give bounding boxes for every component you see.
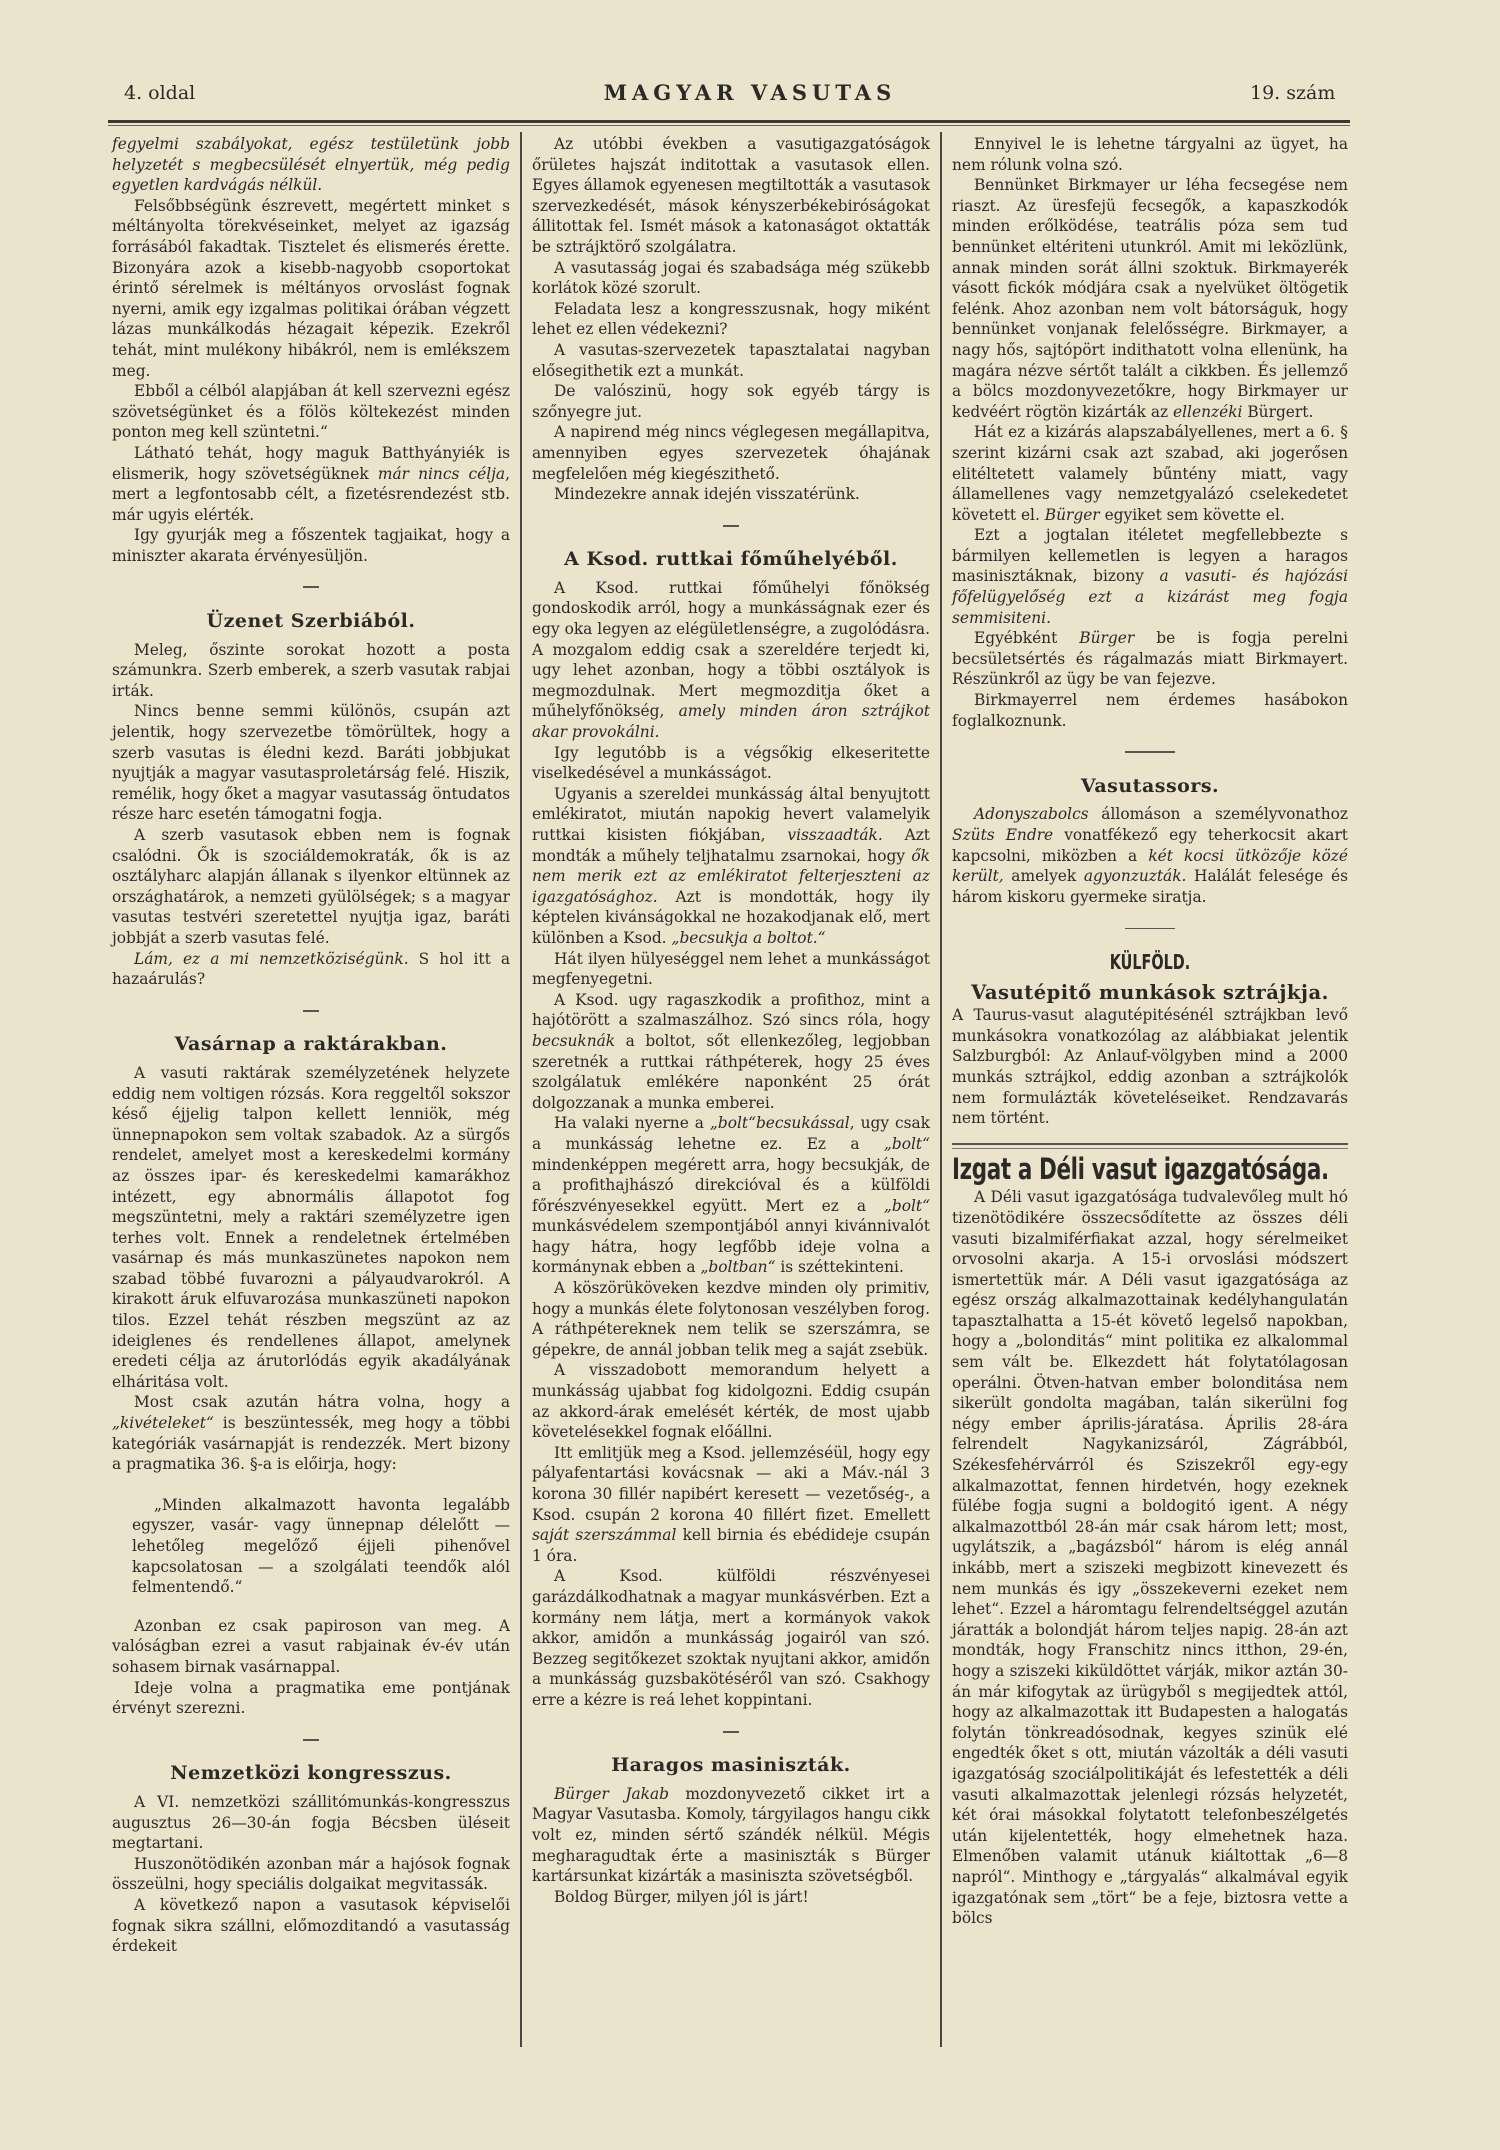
separator-dash [723,525,739,527]
article-paragraph [952,1187,1348,1928]
italic-text: Bürger [1079,629,1135,648]
text-run: Ennyivel le is lehetne tárgyalni az ügyet, ha nem rólunk volna szó. [952,135,1348,174]
text-run: Huszonötödikén azonban már a hajósok fognak összeülni, hogy speciális dolgaikat megvitassák. [112,1854,510,1894]
text-run: A szerb vasutasok ebben nem is fognak csalódni. Ők is szociáldemokraták, ők is az osztályharc alapján állanak s ilyenkor eltünnek az országhatárok, a nemzeti gyülölségek; s a magyar vasutas testvéri szeretettel nyujtja igaz, baráti jobbját a szerb vasutas felé. [112,826,510,947]
article-heading: Vasutépitő munkások sztrájkja. [971,980,1329,1004]
text-run: Bürgert. [1242,402,1314,421]
separator-dash [303,1010,319,1012]
section-separator [112,1729,510,1750]
section-separator [532,1721,930,1742]
section-separator [532,515,930,536]
article-paragraph [112,1895,510,1957]
italic-text: két kocsi ütközője közé került, [952,846,1348,886]
separator-dash [303,586,319,588]
text-run: Nincs benne semmi különös, csupán azt jelentik, hogy szervezetbe tömörültek, hogy a szerb vasutas is éledni kezd. Baráti jobbjukat nyujtják a magyar vasutasproletárság felé. Hiszik, remélik, hogy őket a magyar vasutasság öntudatos része harc esetén támogatni fogja. [112,702,510,824]
column-middle [532,134,930,1907]
article-heading: Vasárnap a raktárakban. [174,1033,448,1056]
text-run: A Déli vasut igazgatósága tudvalevőleg mult hó tizenötödikére összecsődítette az összes déli vasuti bizalmiférfiakat azzal, hogy sérelmeiket orvosolni akarja. A 15-i orvoslási módszert ismertettük már. A Déli vasut igazgatósága az egész ország alkalmazottainak kedélyhangulatán tapasztalhatta a 15-ét követő legelső napokban, hogy a „bolonditás“ mint politika ez alkalommal sem vált be. Elkezdett hát folytatólagosan operálni. Ötven-hatvan ember bolonditása nem sikerült gondolta magában, talán sikerülni fog négy ember április-járatása. Április 28-ára felrendelt Nagykanizsáról, Zágrábból, Székesfehérvárról és Sziszekről egy-egy alkalmazottat, fennen hirdetvén, hogy ezeknek fülébe fogja sugni a boldogitó igent. A négy alkalmazottból 28-án már csak három lett; most, ugylátszik, a „bagázsból“ három is elég annál inkább, mert a sziszeki megbizott kinevezett és nem munkás és igy „összekeverni ezeket nem lehet“. Ezzel a háromtagu felrendeltséggel azután járatták a bolondját három teljes napig. 28-án azt mondták, hogy Franschitz nincs itthon, 29-én, hogy a sziszeki kiküldöttet várják, mikor aztán 30-án már kifogytak az ürügyből s megijedtek attól, hogy az alkalmazottak itt Budapesten a halogatás folytán tönkreadósodnak, kegyes szinük elé engedték őket s ott, miután vázolták a déli vasuti igazgatóság szociálpolitikáját és lefestették a déli vasuti alkalmazottak jelenlegi rózsás helyzetét, két órai másokkal folytatott telefonbeszélgetés után kijelentették, hogy elmehetnek haza. Elmenőben valamit utánuk kiáltottak „6—8 napról“. Minthogy e „tárgyalás“ alkalmával egyik igazgatónak sem „tört“ be a feje, biztosra vette a bölcs [952,1188,1348,1928]
italic-text: „bolt“becsukással [709,1114,850,1133]
article-heading: Vasutassors. [1080,774,1220,797]
column-divider [520,132,522,2047]
text-run: Meleg, őszinte sorokat hozott a posta számunkra. Szerb emberek, a szerb vasutak rabjai irták. [112,640,510,700]
section-separator [952,741,1348,762]
text-run: A Ksod. ugy ragaszkodik a profithoz, mint a hajótörött a szalmaszálhoz. Szó sincs róla, hogy [532,990,930,1030]
text-run: Boldog Bürger, milyen jól is járt! [554,1887,809,1906]
text-run: amelyek [1003,867,1084,886]
article-paragraph [952,175,1348,422]
text-run: Egyébként [974,629,1080,648]
italic-text: Adonyszabolcs [974,805,1089,824]
text-run: be is fogja perelni becsületsértés és rágalmazás miatt Birkmayert. Részünkről az ügy be van fejezve. [952,629,1348,689]
italic-text: „boltban“ [700,1258,776,1277]
italic-text: saját szerszámmal [532,1526,677,1545]
text-run: Azt is mondották, hogy ily képtelen kivánságokkal ne hozakodjanak elő, mert különben a Ksod. [532,887,930,947]
text-run: , mert a legfontosabb célt, a fizetésrendezést stb. már ugyis elérték. [112,464,510,524]
article-paragraph [532,990,930,1114]
text-run: munkásvédelem szempontjából annyi kivánnivalót hagy hátra, hogy legfőbb ideje volna a kormánynak ebben a [532,1217,930,1277]
article-paragraph [532,1887,930,1908]
section-separator [112,576,510,597]
text-run: A Taurus-vasut alagutépitésénél sztrájkban levő munkásokra vonatkozólag az alábbiakat jelentik Salzburgból: Az Anlauf-völgyben mind a 2000 munkás sztrájkol, eddig azonban a sztrájkolók nem formulázták követeléseiket. Rendzavarás nem történt. [952,1006,1348,1128]
article-paragraph [532,340,930,381]
text-run: S hol itt a hazaárulás? [112,949,510,989]
article-heading: Üzenet Szerbiából. [206,610,416,633]
text-run: Az utóbbi években a vasutigazgatóságok őrületes hajszát inditottak a vasutasok ellen. Egyes államok egyenesen megtiltották a vasutasok szervezkedését, mások kényszerbékebiróságokat állitottak fel. Ismét mások a katonaságot oktatták be sztrájktörő szolgálatra. [532,135,930,256]
article-paragraph [952,1005,1348,1129]
masthead-title: MAGYAR VASUTAS [603,80,897,105]
article-paragraph [112,134,510,196]
article-paragraph [112,1392,510,1474]
text-run: Igy legutóbb is a végsőkig elkeseritette viselkedésével a munkásságot. [532,743,930,783]
text-run: Hát ez a kizárás alapszabályellenes, mert a 6. § szerint kizárni csak azt szabad, aki jogerősen elitéltetett valamely bűntény miatt, vagy államellenes vagy nemzetgyalázó cselekedetet követett el. [952,423,1348,524]
article-paragraph [532,578,930,743]
article-paragraph [532,743,930,784]
text-run: A visszadobott memorandum helyett a munkásság ujabbat fog kidolgozni. Eddig csupán az akkord-árak emelését kérték, de most ujabb követelésekkel fognak előállni. [532,1361,930,1442]
italic-text: Bürger [1044,505,1100,524]
text-run: Halálát felesége és három kiskoru gyermeke siratja. [952,867,1349,906]
text-run: Látható tehát, hogy maguk Batthyányiék is elismerik, hogy szövetségüknek [112,443,510,483]
italic-text: „becsukja a boltot.“ [671,928,826,947]
text-run: Igy gyurják meg a főszentek tagjaikat, hogy a miniszter akarata érvényesüljön. [112,526,510,565]
text-run: a boltot, sőt ellenkezőleg, legjobban szeretnék a ruttkai ráthpéterek, hogy 25 éves szolgálatuk emlékére naponként 25 órát dolgozzanak a munka emberei. [532,1031,930,1112]
text-run: A köszörüköveken kezdve minden oly primitiv, hogy a munkás élete folytonosan veszélyben forog. A ráthpétereknek nem telik se szerszámra, se gépekre, de annál jobban telik meg a saját zsebük. [532,1279,930,1359]
article-paragraph [532,299,930,340]
text-run: A vasuti raktárak személyzetének helyzete eddig nem voltigen rózsás. Kora reggeltől sokszor késő éjjelig talpon kellett lenniök, még ünnepnapokon sem voltak szabadok. Az a sürgős rendelet, amelyet most a kereskedelmi kormány az összes ipar- és kereskedelmi kamarákhoz intézett, egy abnormális állapotot fog megszüntetni, mely a raktári személyzetre igen terhes volt. Ennek a rendeletnek értelmében vasárnap és más munkaszünetes napokon nem szabad többé fuvarozni a pályaudvarokról. A kirakott áruk elfuvarozása munkaszüneti napokon tilos. Ezzel tehát részben megszünt az az ideiglenes és rendellenes állapot, amelynek eredeti célja az árutorlódás egyik akadályának elháritása volt. [112,1063,510,1391]
italic-text: amely minden áron sztrájkot akar provokálni. [532,702,930,742]
separator-dash [723,1731,739,1733]
article-paragraph [112,949,510,990]
text-run: Most csak azután hátra volna, hogy a [134,1393,510,1412]
separator-dash [303,1739,319,1741]
text-run: kell birnia és ebédideje csupán 1 óra. [532,1526,930,1565]
italic-text: visszaadták. [787,826,883,844]
section-separator [112,1000,510,1021]
quote-text [132,1495,510,1598]
text-run: Ezt a jogtalan itéletet megfellebbezte s bármilyen kellemetlen is legyen a haragos masinisztáknak, bizony [952,526,1348,586]
text-run: Itt emlitjük meg a Ksod. jellemzéséül, hogy egy pályafentartási kovácsnak — aki a Máv.-nál 3 korona 30 fillér napibért keresett — vezetőség-, a Ksod. csupán 2 korona 40 fillért fizet. Emellett [532,1443,930,1524]
article-paragraph [532,1278,930,1360]
text-run: A vasutasság jogai és szabadsága még szükebb korlátok közé szorult. [532,258,930,298]
italic-text: ők nem merik ezt az emlékiratot felterjeszteni az igazgatósághoz. [532,846,930,906]
text-run: A Ksod. külföldi részvényesei garázdálkodhatnak a magyar munkásvérben. Ezt a kormány nem látja, mert a kormányok vakok akkor, amidőn a munkásság jogairól van szó. Bezzeg segitőkezet szoktak nyujtani akkor, amidőn a munkásság guzsbakötéséről van szó. Csakhogy erre a kézre is reá lehet koppintani. [532,1567,930,1709]
italic-text: „bolt“ [883,1134,930,1153]
article-paragraph [532,949,930,990]
text-run: Ebből a célból alapjában át kell szervezni egész szövetségünket és a fölös költekezést minden ponton meg kell szüntetni.“ [112,382,510,442]
separator-dash [1125,928,1175,930]
article-paragraph [112,640,510,702]
issue-number: 19. szám [1250,82,1336,104]
text-run: A következő napon a vasutasok képviselői fognak sikra szállni, előmozditandó a vasutasság érdekeit [112,1895,510,1956]
text-run: Ha valaki nyerne a [554,1114,710,1133]
italic-text: már nincs célja [377,464,506,483]
text-run: Feladata lesz a kongresszusnak, hogy miként lehet ez ellen védekezni? [532,299,930,339]
article-heading: Izgat a Déli vasut igazgatósága. [952,1151,1329,1186]
article-paragraph [532,784,930,949]
text-run: vonatfékező egy teherkocsit akart kapcsolni, miközben a [952,826,1348,865]
italic-text: „bolt“ [883,1196,930,1215]
article-paragraph [532,1360,930,1442]
text-run: mindenképpen megérett arra, hogy becsukják, de a profithajhászó direkcióval és a külföldi főrészvényesekkel együtt. Mert ez a [532,1155,930,1215]
article-heading: KÜLFÖLD. [1109,949,1191,974]
double-rule [952,1143,1348,1149]
text-run: „Minden alkalmazott havonta legalább egyszer, vasár- vagy ünnepnap délelőtt — lehetőleg megelőző éjjeli pihenővel kapcsolatosan — a szolgálati teendők alól felmentendő.“ [132,1495,510,1597]
text-run: A VI. nemzetközi szállitómunkás-kongresszus augusztus 26—30-án fogja Bécsben üléseit megtartani. [112,1792,510,1853]
text-run: Ideje volna a pragmatika eme pontjának érvényt szerezni. [112,1678,510,1718]
text-run: Mindezekre annak idején visszatérünk. [554,485,860,504]
article-paragraph [952,422,1348,525]
article-paragraph [532,1784,930,1887]
text-run: A napirend még nincs véglegesen megállapitva, amennyiben egyes szervezetek óhajának megfelelően még kiegészithető. [532,423,930,483]
text-run: Felsőbbségünk észrevett, megértett minket s méltányolta törekvéseinket, melyet az igazság forrásából fakadtak. Tisztelet és elismerés érette. Bizonyára azok a kisebb-nagyobb csoportokat érintő sérelmek is méltányos orvoslást fognak nyerni, amik egy izgalmas politikai órában végzett lázas munkálkodás hézagait képezik. Ezekről tehát, mint mulékony hibákról, nem is emlékszem meg. [112,196,510,380]
article-paragraph [112,1792,510,1854]
article-paragraph [532,1566,930,1710]
text-run: Azt mondták a műhely teljhatalmu zsarnokai, hogy [532,826,930,865]
italic-text: becsuknák [532,1031,616,1050]
text-run: , ugy csak a munkásság lehetne ez. Ez a [532,1114,930,1153]
header-rule-thin [108,125,1350,126]
column-left [112,134,510,1957]
header-rule [108,120,1350,123]
text-run: egyiket sem követte el. [1099,505,1285,524]
text-run: állomáson a személyvonathoz [1088,805,1348,824]
article-paragraph [952,525,1348,628]
article-paragraph [532,381,930,422]
text-run: Ugyanis a szereldei munkásság által benyujtott emlékiratot, miután napokig hevert valamelyik ruttkai kisisten fiókjában, [532,784,930,844]
article-paragraph [112,825,510,949]
article-paragraph [952,134,1348,175]
separator-dash [1125,751,1175,753]
article-paragraph [112,196,510,381]
article-paragraph [112,443,510,525]
text-run: Azonban ez csak papiroson van meg. A valóságban ezrei a vasut rabjainak év-év után sohasem birnak vasárnappal. [112,1616,510,1676]
text-run: mozdonyvezető cikket irt a Magyar Vasutasba. Komoly, tárgyilagos hangu cikk volt ez, minden sértő szándék nélkül. Mégis megharagudtak érte a masiniszták s Bürger kartársunkat kizárták a masiniszta szövetségből. [532,1784,930,1886]
article-paragraph [532,484,930,505]
text-run: De valószinü, hogy sok egyéb tárgy is szőnyegre jut. [532,382,930,421]
text-run: Birkmayerrel nem érdemes hasábokon foglalkoznunk. [952,691,1348,730]
italic-text: ellenzéki [1173,402,1243,421]
italic-text: a vasuti- és hajózási főfelügyelőség ezt a kizárást meg fogja semmisiteni. [952,567,1348,627]
italic-text: Lám, ez a mi nemzetköziségünk. [134,949,409,968]
italic-text: „kivételeket“ [112,1414,214,1433]
article-paragraph [112,525,510,566]
article-heading: Haragos masiniszták. [611,1754,851,1777]
italic-text: agyonzuzták. [1083,867,1187,886]
text-run: A Ksod. ruttkai főműhelyi főnökség gondoskodik arról, hogy a munkásságnak ezer és egy oka legyen az elégületlenségre, a zugolódásra. A mozgalom eddig csak a szereldére terjedt ki, ugy lehet azonban, hogy a többi osztályok is megmozdulnak. Mert megmozditja őket a műhelyfőnökség, [532,578,930,721]
article-paragraph [112,1854,510,1895]
article-heading: Nemzetközi kongresszus. [170,1762,452,1785]
text-run: A vasutas-szervezetek tapasztalatai nagyban elősegithetik ezt a munkát. [532,340,930,380]
article-paragraph [952,804,1348,907]
italic-text: Bürger Jakab [554,1784,670,1803]
article-paragraph [952,628,1348,690]
italic-text: fegyelmi szabályokat, egész testületünk jobb helyzetét s megbecsülését elnyertük, még pedig egyetlen kardvágás nélkül. [112,135,510,195]
article-paragraph [112,701,510,825]
article-paragraph [112,381,510,443]
text-run: is széttekinteni. [775,1258,904,1277]
article-paragraph [532,1443,930,1567]
quoted-regulation [132,1495,510,1598]
column-right [952,134,1348,1929]
article-paragraph [532,258,930,299]
section-separator [952,917,1348,938]
text-run: is beszüntessék, meg hogy a többi kategóriák vasárnapját is rendezzék. Mert bizony a pragmatika 36. §-a is előirja, hogy: [112,1414,510,1474]
article-paragraph [112,1678,510,1719]
article-paragraph [532,1113,930,1278]
text-run: Hát ilyen hülyeséggel nem lehet a munkásságot megfenyegetni. [532,949,930,989]
article-paragraph [112,1616,510,1678]
text-run: Bennünket Birkmayer ur léha fecsegése nem riaszt. Az üresfejü fecsegők, a kapaszkodók minden erőlködése, teatrális póza sem tud bennünket eltériteni utunkról. Amit mi leközlünk, annak minden sorát állni szoktuk. Birkmayerék vásott fickók módjára csak a nyelvüket öltögetik felénk. Ahoz azonban nem volt bátorságuk, hogy bennünket vonjanak felelősségre. Birkmayer, a nagy hős, sajtópört indithatott volna ellenünk, ha magára nézve sértőt talált a cikkben. És jellemző a bölcs mozdonyvezetőkre, hogy Birkmayer ur kedvéért rögtön kizárták az [952,176,1348,421]
column-divider [940,132,942,2047]
article-paragraph [532,422,930,484]
page-number: 4. oldal [124,82,196,104]
article-paragraph [112,1063,510,1393]
italic-text: Szüts Endre [952,826,1054,844]
article-paragraph [532,134,930,258]
article-heading: A Ksod. ruttkai főműhelyéből. [564,548,898,571]
article-paragraph [952,690,1348,731]
